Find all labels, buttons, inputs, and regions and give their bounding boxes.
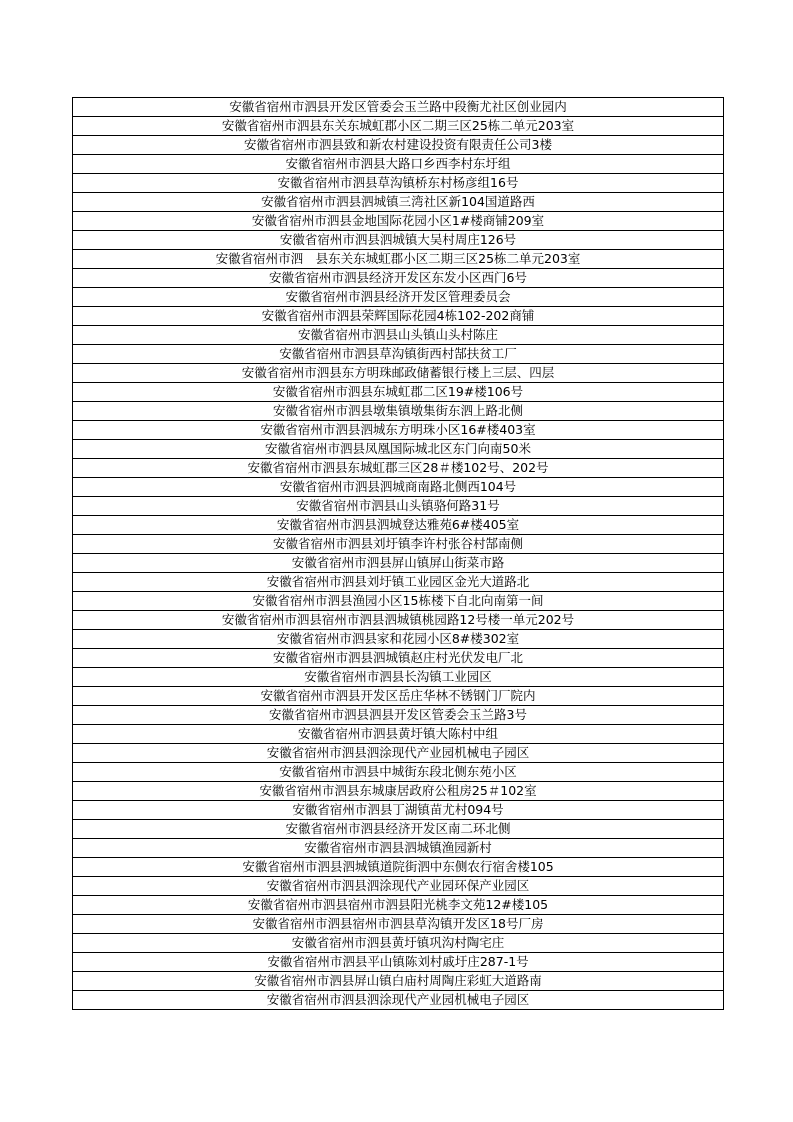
table-row: 安徽省宿州市泗县丁湖镇苗尤村094号 [73,801,723,820]
table-row: 安徽省宿州市泗县墩集镇墩集街东泗上路北侧 [73,402,723,421]
table-row: 安徽省宿州市泗县黄圩镇巩沟村陶宅庄 [73,934,723,953]
table-row: 安徽省宿州市泗县泗城商南路北侧西104号 [73,478,723,497]
table-row: 安徽省宿州市泗县开发区岳庄华林不锈钢门厂院内 [73,687,723,706]
table-row: 安徽省宿州市泗县长沟镇工业园区 [73,668,723,687]
table-row: 安徽省宿州市泗县泗城镇赵庄村光伏发电厂北 [73,649,723,668]
table-row: 安徽省宿州市泗县刘圩镇工业园区金光大道路北 [73,573,723,592]
table-row: 安徽省宿州市泗县泗涂现代产业园环保产业园区 [73,877,723,896]
table-row: 安徽省宿州市泗县凤凰国际城北区东门向南50米 [73,440,723,459]
table-row: 安徽省宿州市泗县金地国际花园小区1#楼商铺209室 [73,212,723,231]
address-table [72,97,724,1010]
table-row: 安徽省宿州市泗县山头镇骆何路31号 [73,497,723,516]
table-row: 安徽省宿州市泗县泗涂现代产业园机械电子园区 [73,991,723,1010]
table-row: 安徽省宿州市泗县刘圩镇李许村张谷村郜南侧 [73,535,723,554]
table-row: 安徽省宿州市泗县经济开发区东发小区西门6号 [73,269,723,288]
table-row: 安徽省宿州市泗县黄圩镇大陈村中组 [73,725,723,744]
table-row: 安徽省宿州市泗 县东关东城虹郡小区二期三区25栋二单元203室 [73,250,723,269]
table-row: 安徽省宿州市泗县致和新农村建设投资有限责任公司3楼 [73,136,723,155]
table-row: 安徽省宿州市泗县开发区管委会玉兰路中段衡尤社区创业园内 [73,98,723,117]
table-row: 安徽省宿州市泗县中城街东段北侧东苑小区 [73,763,723,782]
table-row: 安徽省宿州市泗县山头镇山头村陈庄 [73,326,723,345]
table-row: 安徽省宿州市泗县宿州市泗县阳光桃李文苑12#楼105 [73,896,723,915]
table-row: 安徽省宿州市泗县泗城镇渔园新村 [73,839,723,858]
table-row: 安徽省宿州市泗县大路口乡西李村东圩组 [73,155,723,174]
table-row: 安徽省宿州市泗县泗城登达雅苑6#楼405室 [73,516,723,535]
table-row: 安徽省宿州市泗县东城康居政府公租房25＃102室 [73,782,723,801]
table-row: 安徽省宿州市泗县泗城镇三湾社区新104国道路西 [73,193,723,212]
table-row: 安徽省宿州市泗县屏山镇白庙村周陶庄彩虹大道路南 [73,972,723,991]
table-row: 安徽省宿州市泗县渔园小区15栋楼下自北向南第一间 [73,592,723,611]
table-row: 安徽省宿州市泗县东关东城虹郡小区二期三区25栋二单元203室 [73,117,723,136]
table-row: 安徽省宿州市泗县草沟镇街西村郜扶贫工厂 [73,345,723,364]
table-row: 安徽省宿州市泗县泗城镇道院街泗中东侧农行宿舍楼105 [73,858,723,877]
table-row: 安徽省宿州市泗县宿州市泗县泗城镇桃园路12号楼一单元202号 [73,611,723,630]
table-row: 安徽省宿州市泗县草沟镇桥东村杨彦组16号 [73,174,723,193]
table-row: 安徽省宿州市泗县泗涂现代产业园机械电子园区 [73,744,723,763]
table-row: 安徽省宿州市泗县东城虹郡三区28＃楼102号、202号 [73,459,723,478]
table-row: 安徽省宿州市泗县荣辉国际花园4栋102-202商铺 [73,307,723,326]
table-row: 安徽省宿州市泗县泗县开发区管委会玉兰路3号 [73,706,723,725]
table-row: 安徽省宿州市泗县宿州市泗县草沟镇开发区18号厂房 [73,915,723,934]
table-row: 安徽省宿州市泗县东城虹郡二区19#楼106号 [73,383,723,402]
table-row: 安徽省宿州市泗县屏山镇屏山街菜市路 [73,554,723,573]
table-row: 安徽省宿州市泗县家和花园小区8#楼302室 [73,630,723,649]
table-row: 安徽省宿州市泗县经济开发区管理委员会 [73,288,723,307]
table-row: 安徽省宿州市泗县平山镇陈刘村戚圩庄287-1号 [73,953,723,972]
table-row: 安徽省宿州市泗县东方明珠邮政储蓄银行楼上三层、四层 [73,364,723,383]
table-row: 安徽省宿州市泗县泗城东方明珠小区16#楼403室 [73,421,723,440]
table-row: 安徽省宿州市泗县经济开发区南二环北侧 [73,820,723,839]
table-row: 安徽省宿州市泗县泗城镇大吴村周庄126号 [73,231,723,250]
